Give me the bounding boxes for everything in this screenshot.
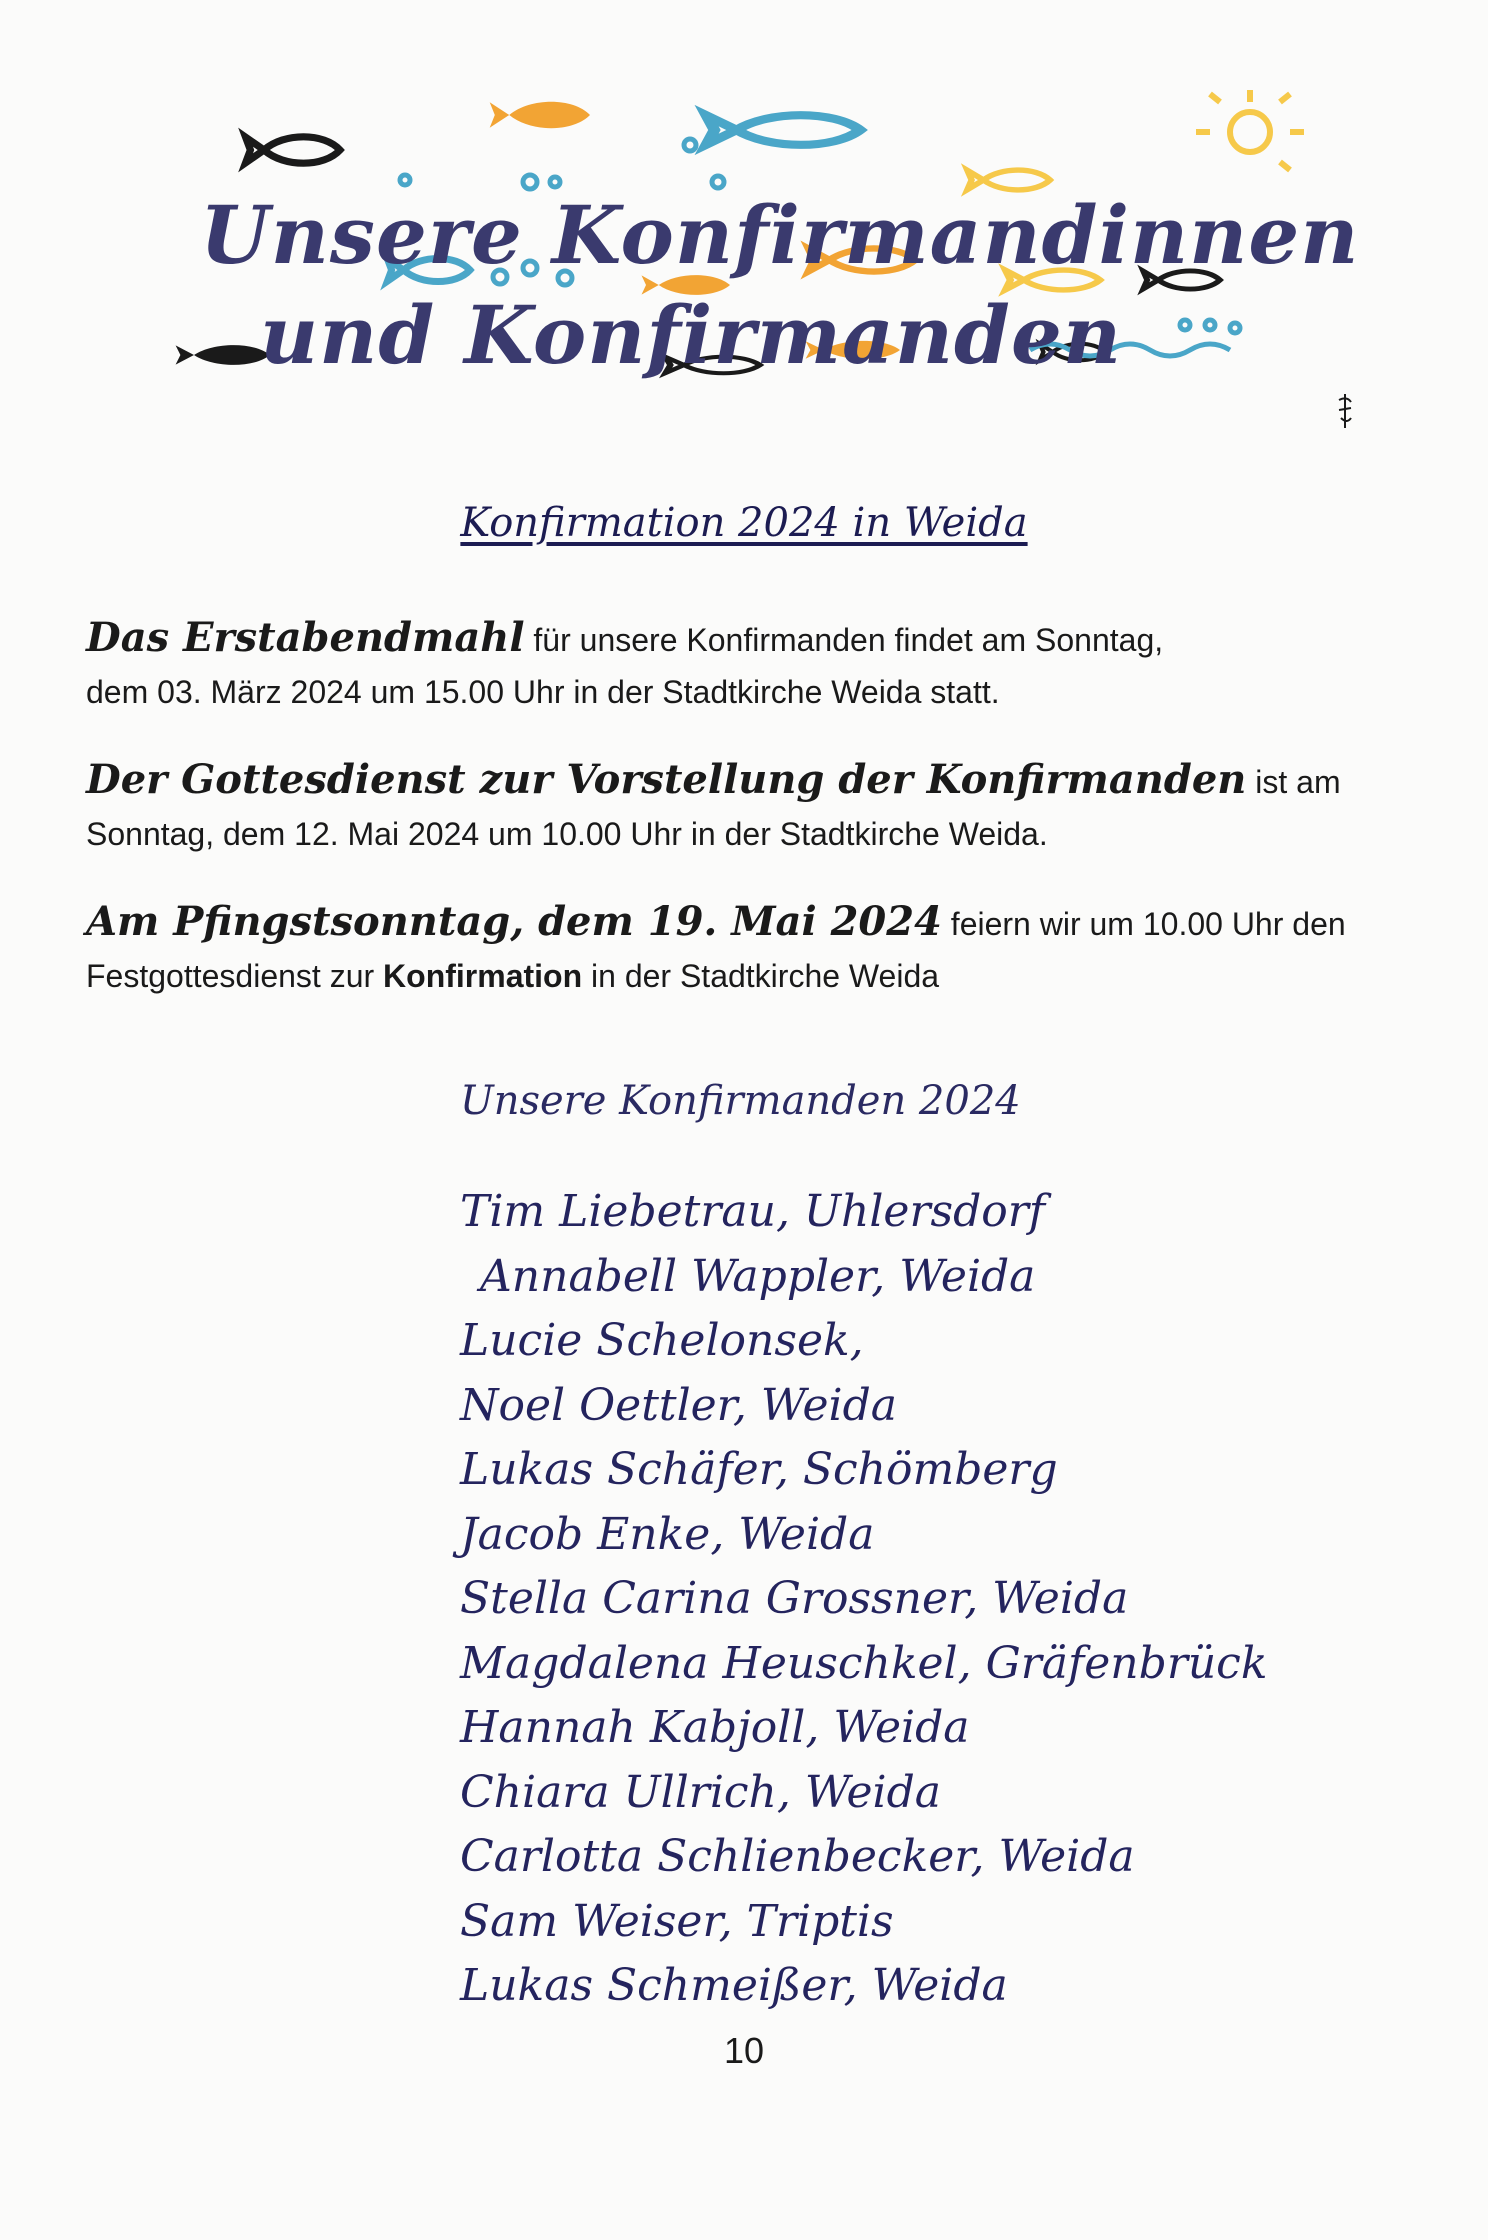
paragraph-text: dem 03. März 2024 um 15.00 Uhr in der Stadtkirche Weida statt. bbox=[86, 674, 1000, 710]
list-item: Tim Liebetrau, Uhlersdorf bbox=[460, 1186, 1046, 1237]
list-item: Jacob Enke, Weida bbox=[460, 1508, 875, 1560]
paragraph-text: ist am bbox=[1246, 764, 1341, 800]
paragraph-konfirmation bbox=[86, 896, 1426, 1002]
paragraph-text: Sonntag, dem 12. Mai 2024 um 10.00 Uhr in der Stadtkirche Weida. bbox=[86, 816, 1048, 852]
list-item: Lucie Schelonsek, bbox=[460, 1315, 864, 1366]
section-title: Konfirmation 2024 in Weida bbox=[460, 500, 1028, 546]
list-item: Annabell Wappler, Weida bbox=[480, 1250, 1036, 1302]
artist-signature bbox=[1335, 392, 1355, 430]
paragraph-text: Festgottesdienst zur bbox=[86, 958, 384, 994]
sun-icon bbox=[1196, 90, 1304, 170]
list-item: Hannah Kabjoll, Weida bbox=[460, 1702, 970, 1753]
fish-icon bbox=[246, 137, 340, 163]
fish-icon bbox=[176, 345, 270, 365]
fish-icon bbox=[490, 102, 590, 128]
list-item: Lukas Schmeißer, Weida bbox=[460, 1960, 1008, 2011]
list-item: Sam Weiser, Triptis bbox=[460, 1895, 894, 1947]
list-item: Carlotta Schlienbecker, Weida bbox=[460, 1831, 1135, 1882]
fish-icon bbox=[707, 115, 860, 145]
header-banner bbox=[170, 70, 1370, 450]
list-item: Noel Oettler, Weida bbox=[460, 1379, 897, 1431]
paragraph-lead: Das Erstabendmahl bbox=[86, 614, 525, 661]
paragraph-text: für unsere Konfirmanden findet am Sonntag, bbox=[524, 622, 1164, 658]
page-number: 10 bbox=[723, 2030, 765, 2071]
paragraph-bold-text: Konfirmation bbox=[383, 958, 583, 994]
banner-heading-line-1: Unsere Konfirmandinnen bbox=[200, 188, 1360, 282]
list-item: Stella Carina Grossner, Weida bbox=[460, 1573, 1129, 1624]
paragraph-lead: Der Gottesdienst zur Vorstellung der Konfirmanden bbox=[86, 756, 1247, 803]
list-item: Chiara Ullrich, Weida bbox=[460, 1766, 941, 1818]
list-item: Lukas Schäfer, Schömberg bbox=[460, 1444, 1058, 1495]
paragraph-vorstellung bbox=[86, 754, 1426, 860]
list-item: Magdalena Heuschkel, Gräfenbrück bbox=[460, 1637, 1268, 1689]
names-title: Unsere Konfirmanden 2024 bbox=[460, 1078, 1021, 1124]
paragraph-erstabendmahl bbox=[86, 612, 1426, 718]
names-list bbox=[460, 1180, 1268, 2019]
banner-heading-line-2: und Konfirmanden bbox=[260, 288, 1123, 382]
fish-icon bbox=[967, 170, 1050, 190]
paragraph-text: in der Stadtkirche Weida bbox=[582, 958, 940, 994]
paragraph-lead: Am Pfingstsonntag, dem 19. Mai 2024 bbox=[86, 898, 942, 945]
paragraph-text: feiern wir um 10.00 Uhr den bbox=[941, 906, 1346, 942]
